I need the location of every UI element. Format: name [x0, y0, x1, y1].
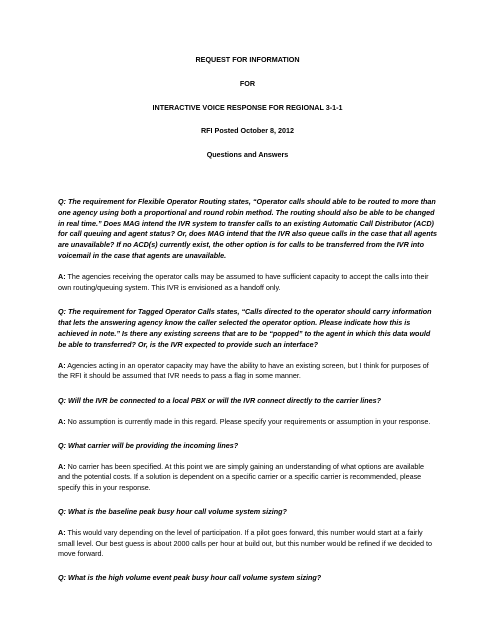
question-text: Q: The requirement for Flexible Operator Routing states, “Operator calls should able to be routed to more than one agency using both a proportional and round robin method. The routing should also be able to be changed in real time.” Does MAG intend the IVR system to transfer calls to an existing Automatic Call Distributor (ACD) for call queuing and agent status? Or, does MAG intend that the IVR also queue calls in the case that all agents are unavailable? If no ACD(s) currently exist, the other option is for calls to be transferred from the IVR into voicemail in the case that agents are unavailable. [58, 196, 438, 260]
question-text: Q: Will the IVR be connected to a local PBX or will the IVR connect directly to the carrier lines? [58, 396, 382, 406]
doc-section-heading: Questions and Answers [206, 150, 289, 160]
doc-title: REQUEST FOR INFORMATION [195, 55, 300, 64]
answer-label: A: [58, 461, 66, 471]
doc-subject: INTERACTIVE VOICE RESPONSE FOR REGIONAL 3-1-1 [152, 102, 343, 112]
qa-item [58, 507, 437, 560]
answer-label: A: [58, 360, 66, 370]
qa-item [58, 396, 437, 428]
doc-posted-date: RFI Posted October 8, 2012 [200, 126, 295, 136]
answer-text: This would vary depending on the level of participation. If a pilot goes forward, this number would start at a fairly small level. Our best guess is about 2000 calls per hour at build out, but this number would be refined if we decided to move forward. [58, 527, 432, 559]
answer [58, 417, 437, 428]
answer-text: The agencies receiving the operator calls may be assumed to have sufficient capacity to accept the calls into their own routing/queuing system. This IVR is envisioned as a handoff only. [58, 271, 429, 292]
answer-label: A: [58, 416, 66, 426]
answer-text: Agencies acting in an operator capacity may have the ability to have an existing screen, but I think for purposes of the RFI it should be assumed that IVR needs to pass a flag in some manner. [58, 360, 429, 381]
qa-item [58, 307, 437, 382]
answer-text: No assumption is currently made in this regard. Please specify your requirements or assumption in your response. [65, 416, 431, 426]
answer-label: A: [58, 527, 66, 537]
question-text: Q: What is the high volume event peak busy hour call volume system sizing? [58, 573, 322, 583]
answer-label: A: [58, 271, 66, 281]
answer [58, 361, 437, 383]
doc-title-for: FOR [239, 78, 256, 88]
qa-list [58, 197, 437, 584]
answer-text: No carrier has been specified. At this point we are simply gaining an understanding of what options are available and the potential costs. If a solution is dependent on a specific carrier or a specific carrier is recommended, please specify this in your response. [58, 461, 424, 493]
answer [58, 462, 437, 494]
question-text: Q: What carrier will be providing the incoming lines? [58, 440, 239, 450]
answer [58, 528, 437, 560]
question-text: Q: The requirement for Tagged Operator Calls states, “Calls directed to the operator should carry information that lets the answering agency know the caller selected the operator option. Please indicate how this is achieved in note.” Is there any existing screens that are to be “popped” to the agent in which this data would be able to transferred? Or, is the IVR expected to provide such an interface? [58, 307, 432, 349]
qa-item [58, 197, 437, 293]
question-text: Q: What is the baseline peak busy hour call volume system sizing? [58, 506, 287, 516]
qa-item [58, 441, 437, 494]
answer [58, 272, 437, 294]
qa-item [58, 573, 437, 584]
